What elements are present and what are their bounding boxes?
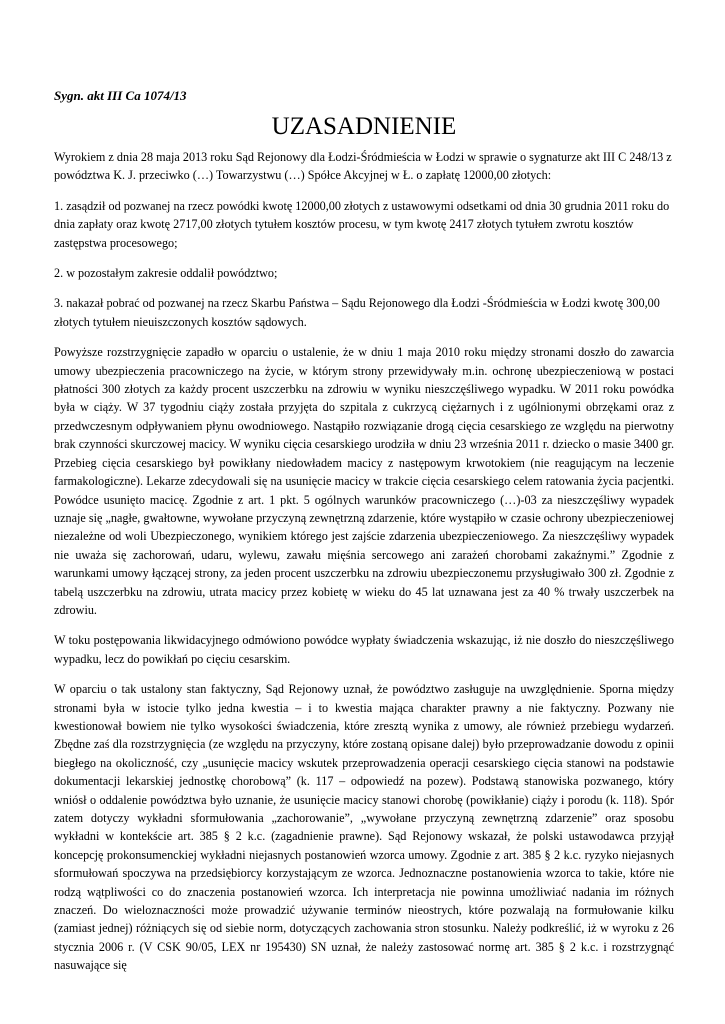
document-page bbox=[54, 88, 674, 987]
paragraph-point-3: 3. nakazał pobrać od pozwanej na rzecz Skarbu Państwa – Sądu Rejonowego dla Łodzi -Śródmieścia w Łodzi kwotę 300,00 złotych tytułem nieuiszczonych kosztów sądowych. bbox=[54, 296, 660, 329]
paragraph-point-2: 2. w pozostałym zakresie oddalił powództwo; bbox=[54, 266, 278, 281]
paragraph-point-1: 1. zasądził od pozwanej na rzecz powódki kwotę 12000,00 złotych z ustawowymi odsetkami od dnia 30 grudnia 2011 roku do dnia zapłaty oraz kwotę 2717,00 złotych tytułem kosztów procesu, w tym kwotę 2417 złotych tytułem zwrotu kosztów zastępstwa procesowego; bbox=[54, 198, 670, 250]
case-signature: Sygn. akt III Ca 1074/13 bbox=[54, 88, 187, 103]
paragraph-facts: Powyższe rozstrzygnięcie zapadło w oparciu o ustalenie, że w dniu 1 maja 2010 roku między stronami doszło do zawarcia umowy ubezpieczenia pracowniczego na życie, w którym strony przewidywały m.in. ochronę ubezpieczeniową w postaci płatności 300 złotych za każdy procent uszczerbku na zdrowiu w wyniku nieszczęśliwego wypadku. W 2011 roku powódka była w ciąży. W 37 tygodniu ciąży została przyjęta do szpitala z cukrzycą ciężarnych i z ugólnionymi obrzękami oraz z przedwczesnym odpływaniem płynu owodniowego. Nastąpiło rozwiązanie drogą cięcia cesarskiego ze względu na pierwotny brak czynności skurczowej macicy. W wyniku cięcia cesarskiego urodziła w dniu 23 września 2011 r. dziecko o masie 3400 gr. Przebieg cięcia cesarskiego był powikłany niedowładem macicy z następowym krwotokiem (nie reagującym na leczenie farmakologiczne). Lekarze zdecydowali się na usunięcie macicy w trakcie cięcia cesarskiego celem ratowania życia pacjentki. Powódce usunięto macicę. Zgodnie z art. 1 pkt. 5 ogólnych warunków pracowniczego (…)-03 za nieszczęśliwy wypadek uznaje się „nagłe, gwałtowne, wywołane przyczyną zewnętrzną zdarzenie, które wystąpiło w czasie ochrony ubezpieczeniowej niezależne od woli Ubezpieczonego, wynikiem którego jest zajście zdarzenia ubezpieczeniowego. Za nieszczęśliwy wypadek nie uważa się zachorowań, udaru, wylewu, zawału mięśnia sercowego ani zarażeń chorobami zakaźnymi.” Zgodnie z warunkami umowy łączącej strony, za jeden procent uszczerbku na zdrowiu ubezpieczonemu przysługiwało 300 zł. Zgodnie z tabelą uszczerbku na zdrowiu, utrata macicy przez kobietę w wieku do 45 lat uznawana jest za 40 % trwały uszczerbek na zdrowiu. bbox=[54, 345, 674, 617]
paragraph-intro: Wyrokiem z dnia 28 maja 2013 roku Sąd Rejonowy dla Łodzi-Śródmieścia w Łodzi w sprawie o sygnaturze akt III C 248/13 z powództwa K. J. przeciwko (…) Towarzystwu (…) Spółce Akcyjnej w Ł. o zapłatę 12000,00 złotych: bbox=[54, 150, 672, 183]
document-title: UZASADNIENIE bbox=[271, 113, 457, 140]
paragraph-liquidation: W toku postępowania likwidacyjnego odmówiono powódce wypłaty świadczenia wskazując, iż nie doszło do nieszczęśliwego wypadku, lecz do powikłań po cięciu cesarskim. bbox=[54, 633, 674, 666]
paragraph-reasoning: W oparciu o tak ustalony stan faktyczny, Sąd Rejonowy uznał, że powództwo zasługuje na uwzględnienie. Sporna między stronami była w istocie tylko jedna kwestia – i to kwestia mająca charakter prawny a nie faktyczny. Pozwany nie kwestionował bowiem nie tylko wysokości świadczenia, które zresztą wynika z umowy, ale również przebiegu wydarzeń. Zbędne zaś dla rozstrzygnięcia (ze względu na przyczyny, które zostaną opisane dalej) było przeprowadzanie dowodu z opinii biegłego na okoliczność, czy „usunięcie macicy wskutek przeprowadzenia operacji cesarskiego cięcia stanowi na podstawie dokumentacji lekarskiej jednostkę chorobową” (k. 117 – odpowiedź na pozew). Podstawą stanowiska pozwanego, który wniósł o oddalenie powództwa było uznanie, że usunięcie macicy stanowi chorobę (powikłanie) ciąży i porodu (k. 118). Spór zatem dotyczy wykładni sformułowania „zachorowanie”, „wywołane przyczyną zewnętrzną zdarzenie” oraz sposobu wykładni w kontekście art. 385 § 2 k.c. (zagadnienie prawne). Sąd Rejonowy wskazał, że polski ustawodawca przyjął koncepcję prokonsumenckiej wykładni niejasnych postanowień wzorca umowy. Zgodnie z art. 385 § 2 k.c. ryzyko niejasnych sformułowań spoczywa na przedsiębiorcy korzystającym ze wzorca. Jednoznaczne postanowienia wzorca to takie, które nie rodzą wątpliwości co do znaczenia postanowień wzorca. Ich interpretacja nie powinna umożliwiać nadania im różnych znaczeń. Do wieloznaczności może prowadzić używanie terminów nieostrych, które pozwalają na formułowanie kilku (zamiast jednej) różniących się od siebie norm, dotyczących zachowania stron stosunku. Należy podkreślić, iż w wyroku z 26 stycznia 2006 r. (V CSK 90/05, LEX nr 195430) SN uznał, że należy zastosować normę art. 385 § 2 k.c. i rozstrzygnąć nasuwające się bbox=[54, 682, 674, 973]
